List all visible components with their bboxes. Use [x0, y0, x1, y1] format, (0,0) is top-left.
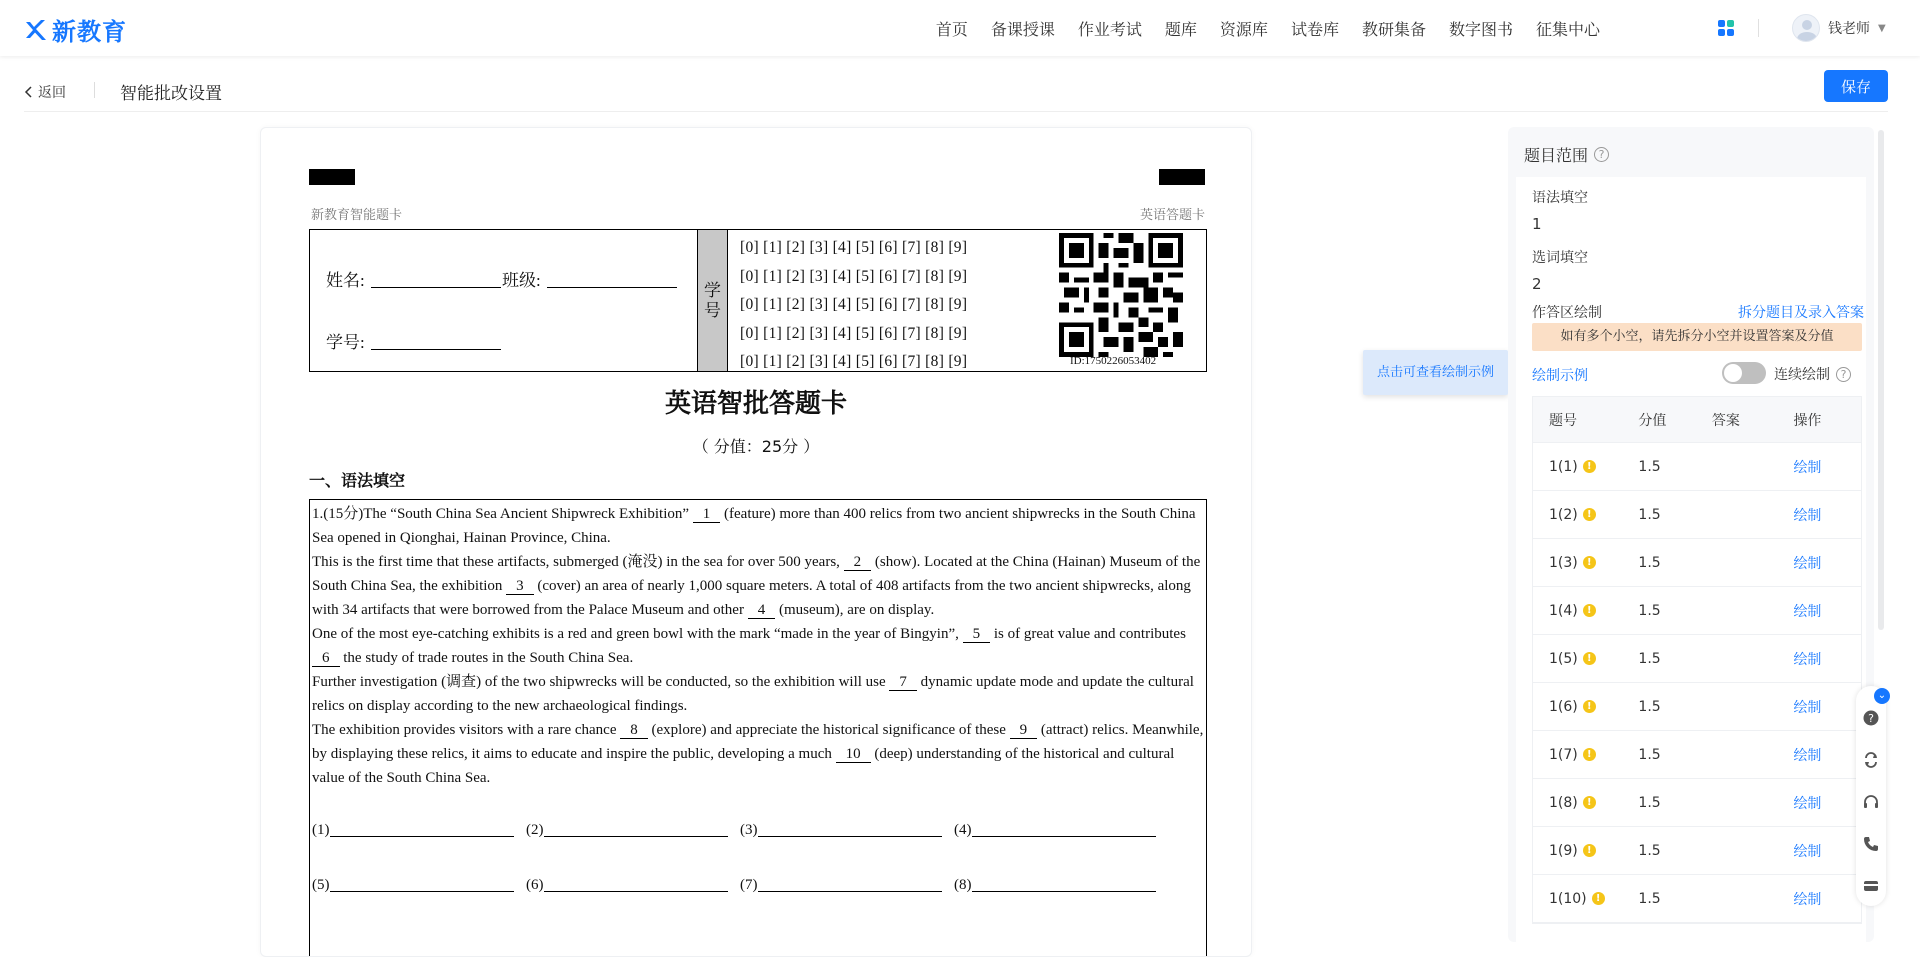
card-icon[interactable] — [1863, 878, 1879, 894]
row-number — [1533, 603, 1638, 619]
draw-button[interactable]: 绘制 — [1793, 891, 1822, 908]
chevron-down-icon: ▼ — [1878, 22, 1886, 34]
name-label: 姓名: — [326, 271, 365, 290]
header-divider — [94, 82, 95, 98]
position-mark-right — [1159, 169, 1205, 185]
id-label: 学号: — [326, 333, 365, 352]
col-score: 分值 — [1638, 412, 1667, 429]
help-icon[interactable]: ? — [1594, 147, 1609, 162]
headset-icon[interactable] — [1863, 794, 1879, 810]
blank: 8 — [620, 722, 648, 739]
col-answer: 答案 — [1711, 412, 1740, 429]
student-info-box — [309, 229, 1207, 372]
class-label: 班级: — [502, 271, 541, 290]
svg-text:?: ? — [1868, 712, 1874, 725]
table-row — [1533, 587, 1861, 635]
row-score: 1.5 — [1638, 602, 1661, 619]
continuous-draw-toggle[interactable] — [1722, 362, 1766, 384]
question-icon[interactable] — [1863, 710, 1879, 726]
collapse-toolbar-icon[interactable]: ⌄ — [1874, 688, 1890, 704]
blank: 6 — [312, 650, 340, 667]
panel-body — [1516, 177, 1866, 942]
grammar-label: 语法填空 — [1532, 190, 1588, 206]
sheet-type-label: 英语答题卡 — [1139, 207, 1205, 222]
split-notice: 如有多个小空，请先拆分小空并设置答案及分值 — [1532, 323, 1862, 351]
passage-paragraph: The exhibition provides visitors with a rare chance 8 (explore) and appreciate the historical significance of these 9 (attract) relics. Meanwhile, by displaying these relics, it aims to educate and inspire the public, developing a much 10 (deep) understanding of the historical and cultural value of the South China Sea. — [312, 722, 1204, 786]
page-title: 智能批改设置 — [120, 84, 222, 104]
avatar — [1792, 14, 1820, 42]
logo[interactable] — [24, 12, 127, 47]
row-action — [1785, 553, 1861, 573]
row-action — [1785, 601, 1861, 621]
draw-button[interactable]: 绘制 — [1793, 459, 1822, 476]
row-number — [1533, 795, 1638, 811]
row-id: 1(10) — [1549, 890, 1587, 907]
row-number — [1533, 651, 1638, 667]
brand-name: 新教育 — [52, 18, 127, 46]
warning-icon: ! — [1583, 700, 1596, 713]
row-number — [1533, 891, 1638, 907]
warning-icon: ! — [1583, 460, 1596, 473]
row-id: 1(6) — [1549, 698, 1578, 715]
row-score: 1.5 — [1638, 554, 1661, 571]
passage-paragraph: This is the first time that these artifacts, submerged (淹没) in the sea for over 500 years, 2 (show). Located at the China (Hainan) Museum of the South China Sea, the exhibition 3 (cover) an area of nearly 1,000 square meters. A total of 408 artifacts from the two ancient shipwrecks, along with 34 artifacts that were borrowed from the Palace Museum and other 4 (museum), are on display. — [312, 554, 1201, 618]
answer-cell: (2) — [526, 822, 740, 839]
save-button[interactable]: 保存 — [1824, 70, 1888, 102]
nav-item-research[interactable]: 教研集备 — [1361, 19, 1426, 39]
blank: 1 — [693, 506, 721, 523]
row-score: 1.5 — [1638, 890, 1661, 907]
main-nav — [936, 0, 1600, 56]
draw-area-label: 作答区绘制 — [1532, 305, 1602, 321]
section-title: 一、语法填空 — [309, 471, 406, 490]
qr-id-text: ID:1750226053402 — [1070, 355, 1157, 367]
nav-item-home[interactable]: 首页 — [935, 19, 968, 39]
warning-icon: ! — [1583, 844, 1596, 857]
row-number — [1533, 843, 1638, 859]
top-nav — [0, 0, 1920, 56]
col-number: 题号 — [1549, 412, 1577, 429]
answer-sheet — [260, 127, 1252, 957]
row-score: 1.5 — [1638, 698, 1661, 715]
student-number-header — [697, 230, 728, 371]
panel-title-text: 题目范围 — [1524, 146, 1589, 165]
warning-icon: ! — [1583, 652, 1596, 665]
blank: 2 — [844, 554, 872, 571]
draw-button[interactable]: 绘制 — [1793, 795, 1822, 812]
draw-button[interactable]: 绘制 — [1793, 651, 1822, 668]
nav-item-collection[interactable]: 征集中心 — [1535, 19, 1600, 39]
draw-button[interactable]: 绘制 — [1793, 747, 1822, 764]
logo-icon — [24, 18, 48, 42]
row-action — [1785, 649, 1861, 669]
phone-icon[interactable] — [1863, 836, 1879, 852]
answer-cell: (6) — [526, 877, 740, 894]
row-score: 1.5 — [1638, 842, 1661, 859]
row-score: 1.5 — [1638, 650, 1661, 667]
page-header — [24, 70, 1888, 112]
nav-item-books[interactable]: 数字图书 — [1448, 19, 1513, 39]
digit-row: [0] [1] [2] [3] [4] [5] [6] [7] [8] [9] — [740, 296, 968, 313]
draw-button[interactable]: 绘制 — [1793, 699, 1822, 716]
table-row — [1533, 491, 1861, 539]
user-name: 钱老师 — [1828, 21, 1870, 37]
back-label: 返回 — [38, 85, 66, 101]
row-score: 1.5 — [1638, 746, 1661, 763]
draw-button[interactable]: 绘制 — [1793, 603, 1822, 620]
choice-label: 选词填空 — [1532, 250, 1588, 266]
blank: 9 — [1010, 722, 1038, 739]
settings-panel — [1508, 127, 1874, 942]
draw-button[interactable]: 绘制 — [1793, 555, 1822, 572]
sheet-title: 英语智批答题卡 — [664, 389, 847, 419]
row-id: 1(8) — [1549, 794, 1578, 811]
digit-row: [0] [1] [2] [3] [4] [5] [6] [7] [8] [9] — [740, 324, 968, 342]
question-table — [1532, 396, 1862, 924]
row-number — [1533, 699, 1638, 715]
table-row — [1533, 731, 1861, 779]
continuous-draw-text: 连续绘制 — [1774, 367, 1830, 383]
answer-cell: (7) — [740, 877, 954, 894]
row-action — [1785, 889, 1861, 909]
table-row — [1533, 539, 1861, 587]
warning-icon: ! — [1592, 892, 1605, 905]
blank: 3 — [506, 578, 534, 595]
refresh-icon[interactable] — [1863, 752, 1879, 768]
warning-icon: ! — [1583, 556, 1596, 569]
row-number — [1533, 555, 1638, 571]
split-questions-link[interactable]: 拆分题目及录入答案 — [1738, 305, 1864, 321]
row-number — [1533, 747, 1638, 763]
help-icon[interactable]: ? — [1836, 367, 1851, 382]
answer-row — [312, 877, 1204, 894]
digit-row: [0] [1] [2] [3] [4] [5] [6] [7] [8] [9] — [740, 239, 968, 256]
row-score: 1.5 — [1638, 794, 1661, 811]
nav-item-question-bank[interactable]: 题库 — [1164, 19, 1197, 39]
qr-code-icon — [1059, 233, 1183, 357]
row-action — [1785, 793, 1861, 813]
row-action — [1785, 745, 1861, 765]
row-id: 1(1) — [1549, 458, 1578, 475]
passage-paragraph: 1.(15分)The “South China Sea Ancient Shipwreck Exhibition” 1 (feature) more than 400 relics from two ancient shipwrecks in the South China Sea opened in Qionghai, Hainan Province, China. — [312, 506, 1196, 546]
answer-row — [312, 822, 1204, 839]
row-id: 1(2) — [1549, 506, 1578, 523]
row-action — [1785, 457, 1861, 477]
question-box — [309, 499, 1207, 957]
warning-icon: ! — [1583, 604, 1596, 617]
sheet-score: （ 分值：25分 ） — [692, 437, 820, 456]
continuous-draw-label — [1774, 364, 1851, 384]
table-row — [1533, 827, 1861, 875]
position-mark-left — [309, 169, 355, 185]
student-number-grid — [740, 234, 967, 377]
class-field — [502, 266, 677, 291]
answer-cell: (5) — [312, 877, 526, 894]
draw-example-tooltip[interactable]: 点击可查看绘制示例 — [1363, 350, 1508, 395]
answer-cell: (4) — [954, 822, 1168, 839]
xh-char-1: 学 — [704, 280, 721, 300]
warning-icon: ! — [1583, 748, 1596, 761]
table-row — [1533, 443, 1861, 491]
row-score: 1.5 — [1638, 506, 1661, 523]
row-id: 1(5) — [1549, 650, 1578, 667]
back-button[interactable] — [24, 82, 66, 102]
draw-button[interactable]: 绘制 — [1793, 507, 1822, 524]
nav-item-papers[interactable]: 试卷库 — [1290, 19, 1339, 39]
student-id-field — [326, 328, 501, 353]
answer-cell: (1) — [312, 822, 526, 839]
answer-cell: (3) — [740, 822, 954, 839]
user-menu[interactable] — [1792, 14, 1886, 42]
panel-title — [1524, 143, 1609, 166]
digit-row: [0] [1] [2] [3] [4] [5] [6] [7] [8] [9] — [740, 267, 968, 285]
row-score: 1.5 — [1638, 458, 1661, 475]
nav-item-resources[interactable]: 资源库 — [1219, 19, 1268, 39]
table-row — [1533, 875, 1861, 923]
row-id: 1(9) — [1549, 842, 1578, 859]
row-number — [1533, 507, 1638, 523]
warning-icon: ! — [1583, 508, 1596, 521]
table-row — [1533, 779, 1861, 827]
grammar-value: 1 — [1532, 215, 1542, 233]
nav-divider — [1758, 19, 1759, 37]
chevron-left-icon — [24, 86, 34, 98]
blank: 10 — [836, 746, 871, 763]
passage-paragraph: One of the most eye-catching exhibits is a red and green bowl with the mark “made in the year of Bingyin”, 5 is of great value and contributes 6 the study of trade routes in the South China Sea. — [312, 626, 1186, 666]
blank: 7 — [889, 674, 917, 691]
col-action: 操作 — [1793, 412, 1822, 429]
table-header — [1533, 397, 1861, 443]
xh-char-2: 号 — [704, 300, 721, 320]
blank: 5 — [963, 626, 991, 643]
digit-row: [0] [1] [2] [3] [4] [5] [6] [7] [8] [9] — [740, 353, 968, 370]
row-number — [1533, 459, 1638, 475]
float-toolbar — [1856, 686, 1886, 906]
row-action — [1785, 505, 1861, 525]
panel-scrollbar[interactable] — [1878, 130, 1884, 630]
draw-example-link[interactable]: 绘制示例 — [1532, 368, 1588, 384]
warning-icon: ! — [1583, 796, 1596, 809]
nav-item-lesson[interactable]: 备课授课 — [990, 19, 1055, 39]
row-action — [1785, 697, 1861, 717]
blank: 4 — [748, 602, 776, 619]
nav-item-homework[interactable]: 作业考试 — [1077, 19, 1142, 39]
passage-paragraph: Further investigation (调查) of the two shipwrecks will be conducted, so the exhibition will use 7 dynamic update mode and update the cultural relics on display according to the new archaeological findings. — [312, 674, 1194, 714]
row-id: 1(4) — [1549, 602, 1578, 619]
table-row — [1533, 683, 1861, 731]
row-id: 1(7) — [1549, 746, 1578, 763]
sheet-brand-label: 新教育智能题卡 — [311, 207, 403, 222]
answer-cell: (8) — [954, 877, 1168, 894]
row-action — [1785, 841, 1861, 861]
choice-value: 2 — [1532, 275, 1542, 293]
row-id: 1(3) — [1549, 554, 1578, 571]
apps-grid-icon[interactable] — [1718, 20, 1734, 36]
name-field — [326, 266, 501, 291]
draw-button[interactable]: 绘制 — [1793, 843, 1822, 860]
table-row — [1533, 635, 1861, 683]
